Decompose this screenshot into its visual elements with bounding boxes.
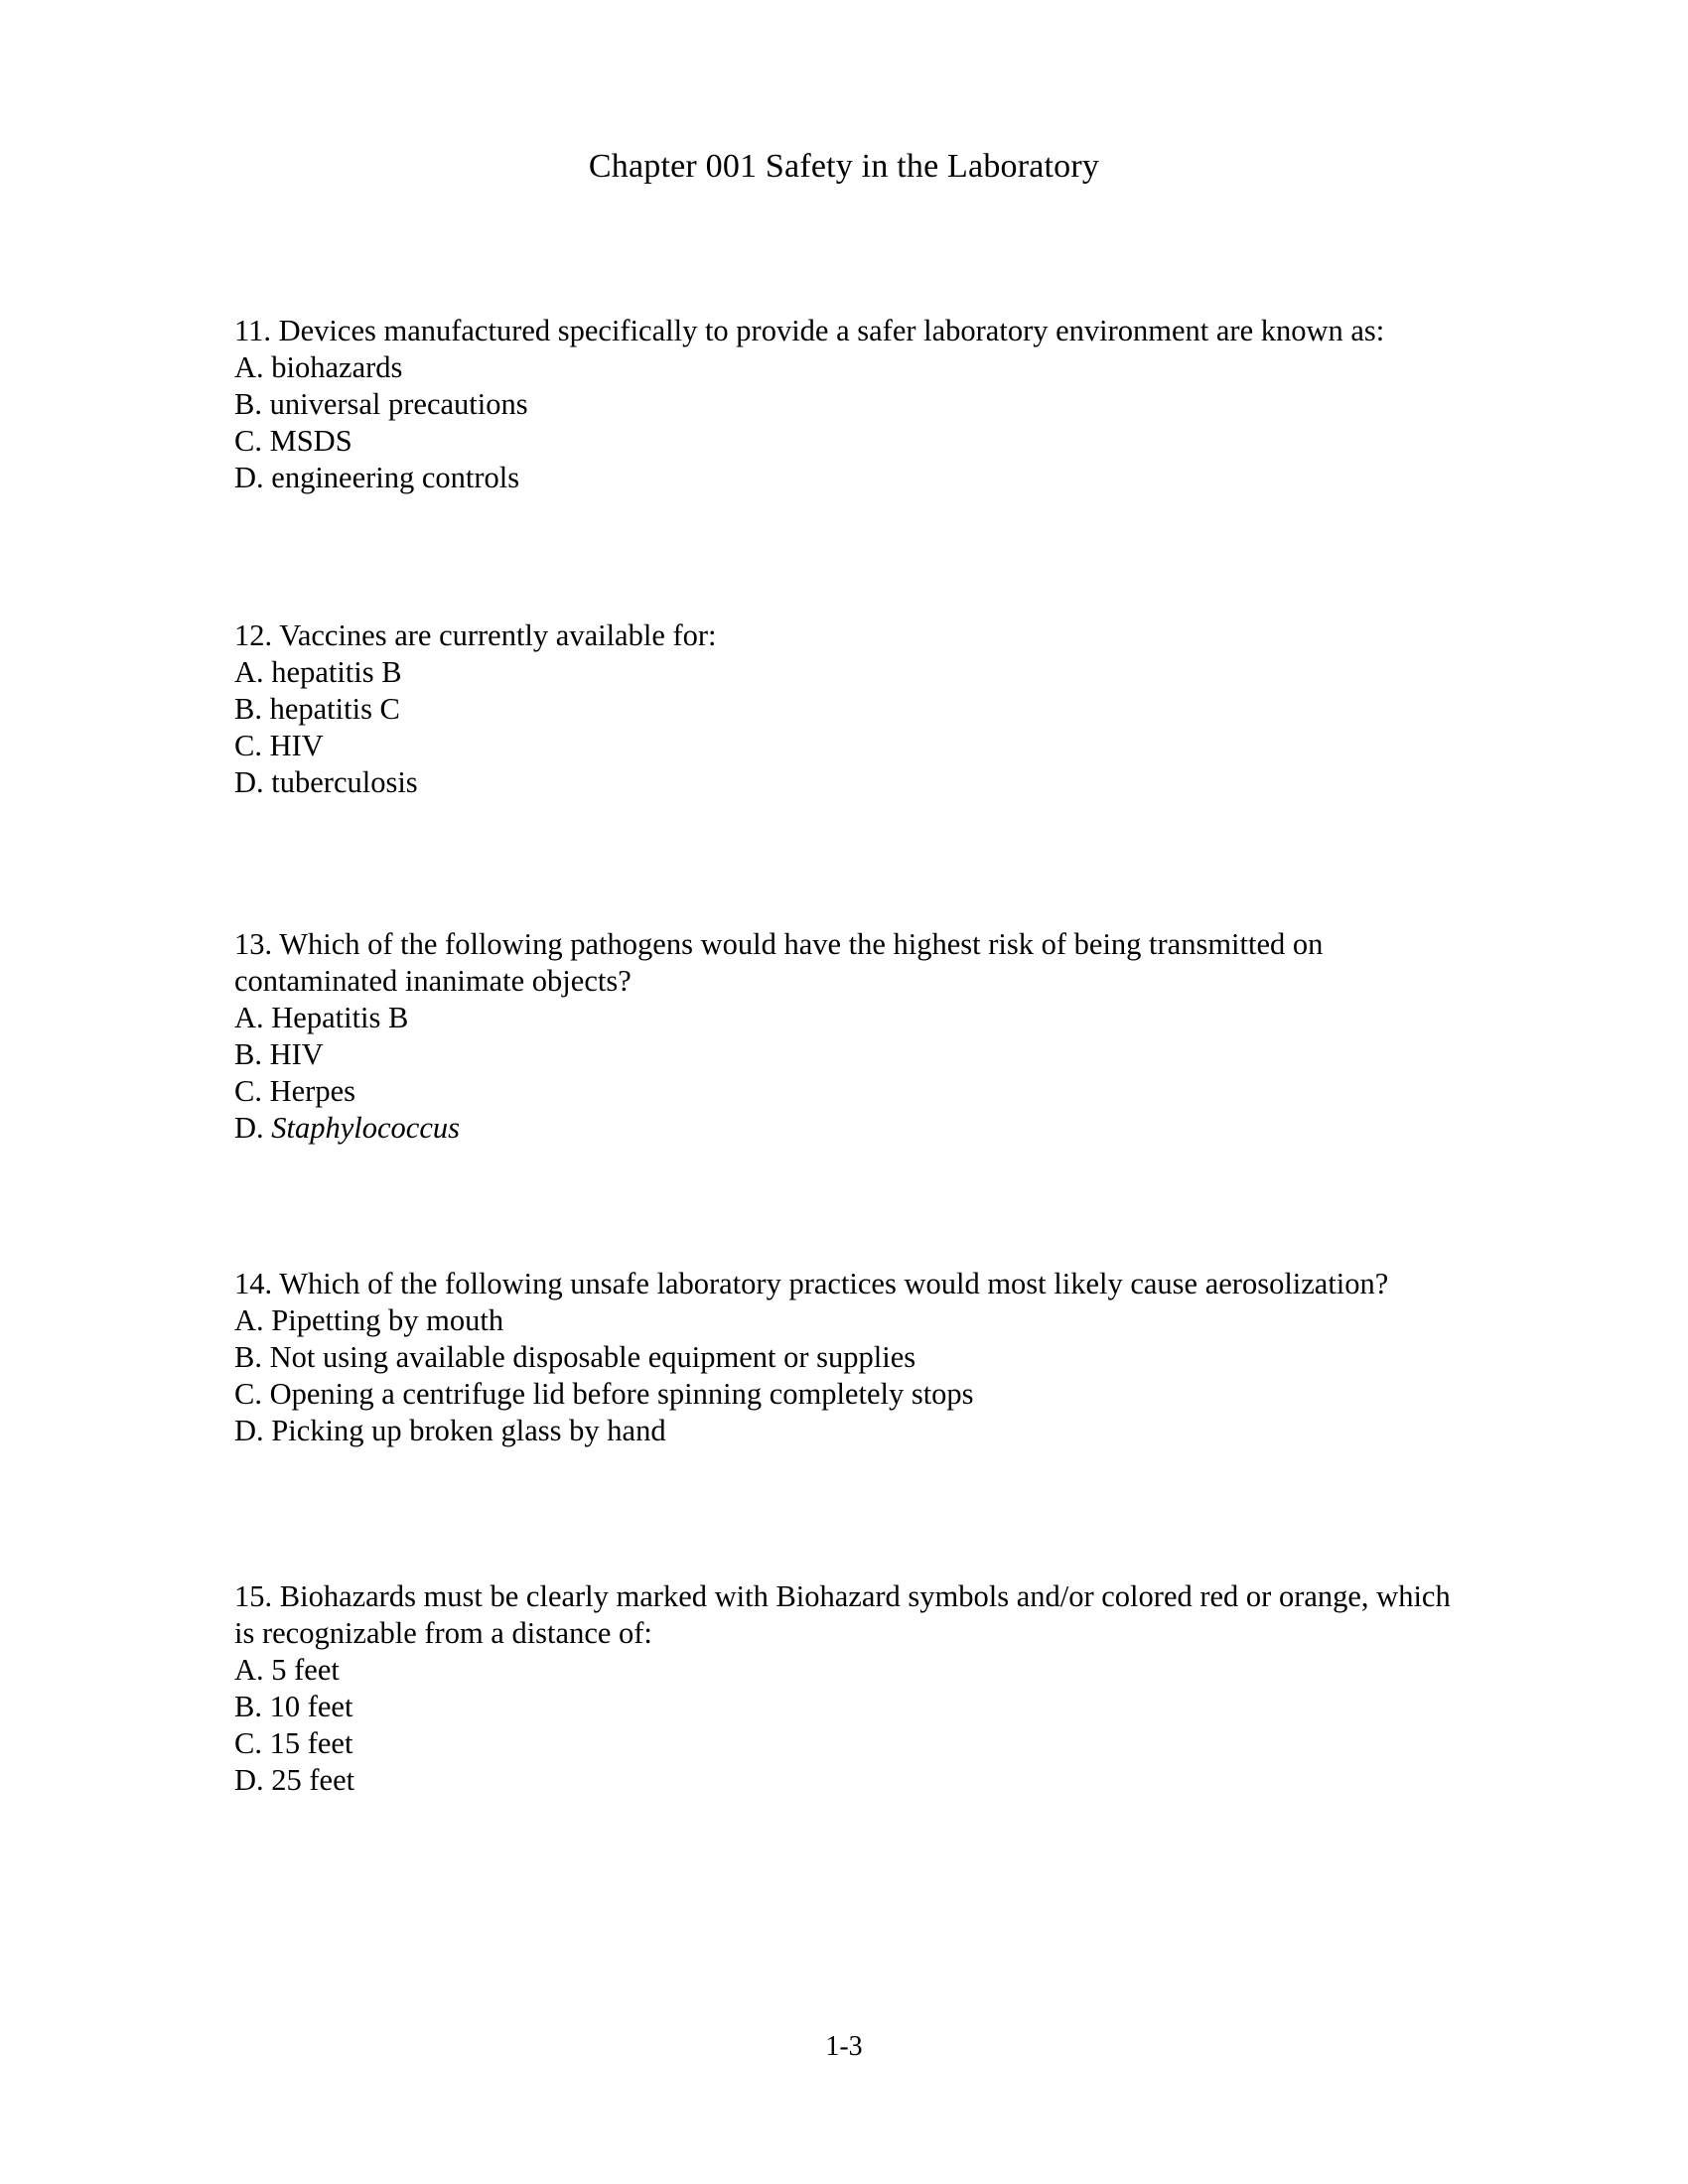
question-option-a[interactable]: A. Pipetting by mouth [234,1303,504,1337]
question-option-b[interactable]: B. 10 feet [234,1690,353,1723]
question-option-d[interactable]: D. engineering controls [234,461,520,494]
question-block-13 [234,926,1466,1147]
question-option-a[interactable]: A. 5 feet [234,1653,340,1687]
question-block-15 [234,1578,1466,1799]
question-option-c[interactable]: C. Herpes [234,1074,355,1108]
question-stem: 12. Vaccines are currently available for: [234,618,717,652]
question-option-d-prefix: D. [234,1111,272,1145]
question-option-b[interactable]: B. HIV [234,1037,324,1071]
question-stem: 15. Biohazards must be clearly marked with Biohazard symbols and/or colored red or orange, which is recognizable from a distance of: [234,1579,1451,1650]
question-option-a[interactable]: A. biohazards [234,350,403,384]
document-header [0,147,1688,187]
question-option-c[interactable]: C. MSDS [234,424,352,458]
question-option-c[interactable]: C. Opening a centrifuge lid before spinning completely stops [234,1377,974,1411]
questions-container [234,313,1466,1799]
question-stem: 11. Devices manufactured specifically to provide a safer laboratory environment are known as: [234,314,1385,347]
question-option-b[interactable]: B. universal precautions [234,387,528,421]
footer-page-number: 1-3 [825,2031,863,2062]
question-option-d[interactable] [234,1110,1466,1147]
question-stem: 14. Which of the following unsafe laboratory practices would most likely cause aerosolization? [234,1267,1389,1300]
question-option-a[interactable]: A. hepatitis B [234,655,402,689]
question-option-b[interactable]: B. Not using available disposable equipment or supplies [234,1340,916,1374]
question-option-d[interactable]: D. tuberculosis [234,765,418,799]
question-option-c[interactable]: C. 15 feet [234,1726,353,1760]
document-footer [0,2031,1688,2063]
question-option-c[interactable]: C. HIV [234,729,324,762]
question-block-12 [234,617,1466,801]
question-option-a[interactable]: A. Hepatitis B [234,1001,409,1034]
question-option-d[interactable]: D. 25 feet [234,1763,355,1797]
question-option-d[interactable]: D. Picking up broken glass by hand [234,1414,666,1447]
question-option-b[interactable]: B. hepatitis C [234,692,400,726]
question-stem: 13. Which of the following pathogens would have the highest risk of being transmitted on contaminated inanimate objects? [234,927,1324,998]
question-block-11 [234,313,1466,496]
page-title: Chapter 001 Safety in the Laboratory [588,148,1100,185]
question-option-d-organism: Staphylococcus [271,1111,460,1145]
question-block-14 [234,1266,1466,1449]
